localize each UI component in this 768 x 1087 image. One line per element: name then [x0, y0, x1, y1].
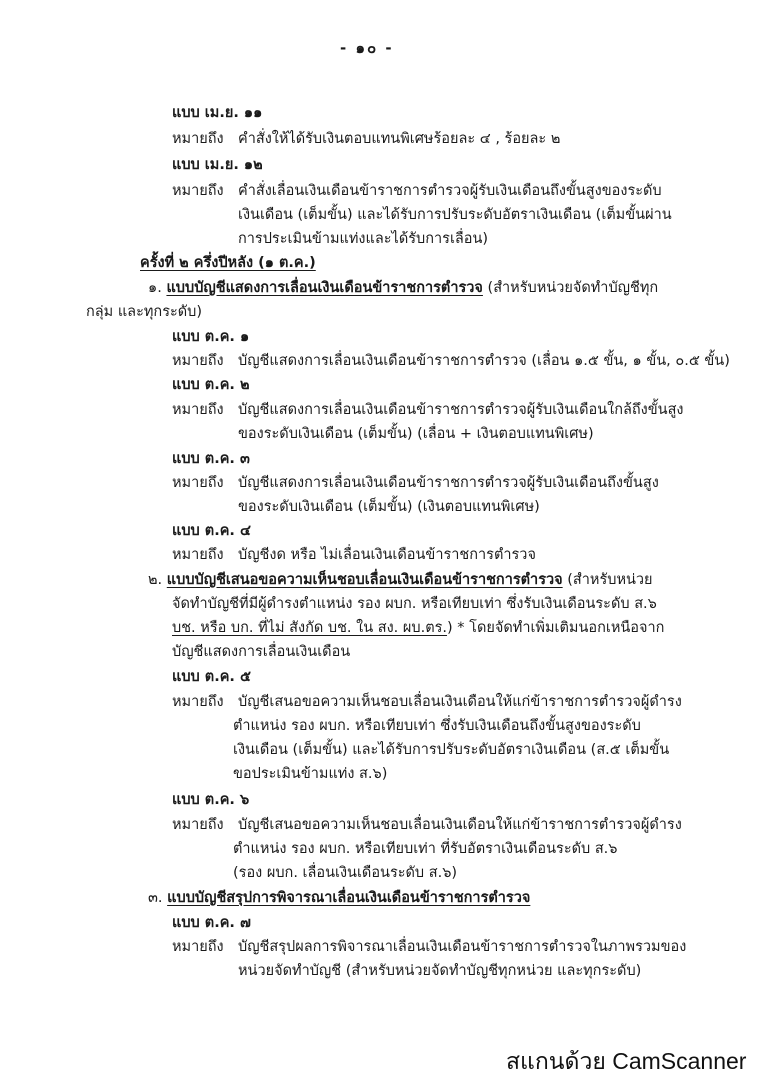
page-number: - ๑๐ - [340, 39, 394, 57]
form-title: แบบ ต.ค. ๕ [172, 669, 251, 685]
form-meaning-cont: ขอประเมินข้ามแท่ง ส.๖) [233, 766, 388, 782]
form-meaning-cont: (รอง ผบก. เลื่อนเงินเดือนระดับ ส.๖) [233, 865, 458, 881]
form-meaning: หมายถึง บัญชีแสดงการเลื่อนเงินเดือนข้าราชการตำรวจ (เลื่อน ๑.๕ ขั้น, ๑ ขั้น, ๐.๕ ขั้น) [172, 353, 730, 369]
item-2-heading: ๒. แบบบัญชีเสนอขอความเห็นชอบเลื่อนเงินเดือนข้าราชการตำรวจ (สำหรับหน่วย [148, 572, 653, 588]
form-meaning-cont: ตำแหน่ง รอง ผบก. หรือเทียบเท่า ซึ่งรับเงินเดือนถึงขั้นสูงของระดับ [233, 718, 641, 734]
form-title: แบบ เม.ย. ๑๑ [172, 105, 263, 121]
form-meaning: หมายถึง บัญชีแสดงการเลื่อนเงินเดือนข้าราชการตำรวจผู้รับเงินเดือนใกล้ถึงขั้นสูง [172, 402, 684, 418]
item-2-note: บัญชีแสดงการเลื่อนเงินเดือน [172, 644, 351, 660]
form-meaning-cont: ตำแหน่ง รอง ผบก. หรือเทียบเท่า ที่รับอัตราเงินเดือนระดับ ส.๖ [233, 841, 618, 857]
form-meaning: หมายถึง คำสั่งให้ได้รับเงินตอบแทนพิเศษร้อยละ ๔ , ร้อยละ ๒ [172, 131, 561, 147]
form-meaning: หมายถึง คำสั่งเลื่อนเงินเดือนข้าราชการตำรวจผู้รับเงินเดือนถึงขั้นสูงของระดับ [172, 183, 662, 199]
section-heading: ครั้งที่ ๒ ครึ่งปีหลัง (๑ ต.ค.) [140, 255, 316, 271]
form-title: แบบ ต.ค. ๑ [172, 329, 250, 345]
form-title: แบบ ต.ค. ๖ [172, 792, 250, 808]
form-title: แบบ ต.ค. ๓ [172, 451, 250, 467]
form-title: แบบ ต.ค. ๔ [172, 523, 251, 539]
form-meaning-cont: หน่วยจัดทำบัญชี (สำหรับหน่วยจัดทำบัญชีทุกหน่วย และทุกระดับ) [238, 963, 642, 979]
form-meaning-cont: เงินเดือน (เต็มขั้น) และได้รับการปรับระดับอัตราเงินเดือน (ส.๕ เต็มขั้น [233, 742, 670, 758]
item-1-note: กลุ่ม และทุกระดับ) [86, 304, 203, 320]
form-meaning-cont: เงินเดือน (เต็มขั้น) และได้รับการปรับระดับอัตราเงินเดือน (เต็มขั้นผ่าน [238, 207, 672, 223]
meaning-label: หมายถึง [172, 183, 224, 199]
item-3-heading: ๓. แบบบัญชีสรุปการพิจารณาเลื่อนเงินเดือนข้าราชการตำรวจ [148, 890, 531, 906]
item-2-note: บช. หรือ บก. ที่ไม่ สังกัด บช. ใน สง. ผบ.ตร.) * โดยจัดทำเพิ่มเติมนอกเหนือจาก [172, 620, 665, 636]
form-meaning: หมายถึง บัญชีสรุปผลการพิจารณาเลื่อนเงินเดือนข้าราชการตำรวจในภาพรวมของ [172, 939, 687, 955]
camscanner-watermark: สแกนด้วย CamScanner [506, 1048, 747, 1074]
form-meaning-cont: ของระดับเงินเดือน (เต็มขั้น) (เงินตอบแทนพิเศษ) [238, 499, 540, 515]
form-meaning-cont: การประเมินข้ามแท่งและได้รับการเลื่อน) [238, 231, 489, 247]
meaning-label: หมายถึง [172, 131, 224, 147]
item-1-heading: ๑. แบบบัญชีแสดงการเลื่อนเงินเดือนข้าราชการตำรวจ (สำหรับหน่วยจัดทำบัญชีทุก [148, 280, 659, 296]
item-2-note: จัดทำบัญชีที่มีผู้ดำรงตำแหน่ง รอง ผบก. หรือเทียบเท่า ซึ่งรับเงินเดือนระดับ ส.๖ [172, 596, 657, 612]
form-title: แบบ เม.ย. ๑๒ [172, 157, 263, 173]
form-meaning: หมายถึง บัญชีแสดงการเลื่อนเงินเดือนข้าราชการตำรวจผู้รับเงินเดือนถึงขั้นสูง [172, 475, 659, 491]
form-meaning: หมายถึง บัญชีงด หรือ ไม่เลื่อนเงินเดือนข้าราชการตำรวจ [172, 547, 536, 563]
form-title: แบบ ต.ค. ๒ [172, 377, 250, 393]
form-meaning: หมายถึง บัญชีเสนอขอความเห็นชอบเลื่อนเงินเดือนให้แก่ข้าราชการตำรวจผู้ดำรง [172, 817, 682, 833]
form-title: แบบ ต.ค. ๗ [172, 915, 251, 931]
form-meaning-cont: ของระดับเงินเดือน (เต็มขั้น) (เลื่อน + เงินตอบแทนพิเศษ) [238, 426, 594, 442]
form-meaning: หมายถึง บัญชีเสนอขอความเห็นชอบเลื่อนเงินเดือนให้แก่ข้าราชการตำรวจผู้ดำรง [172, 694, 682, 710]
